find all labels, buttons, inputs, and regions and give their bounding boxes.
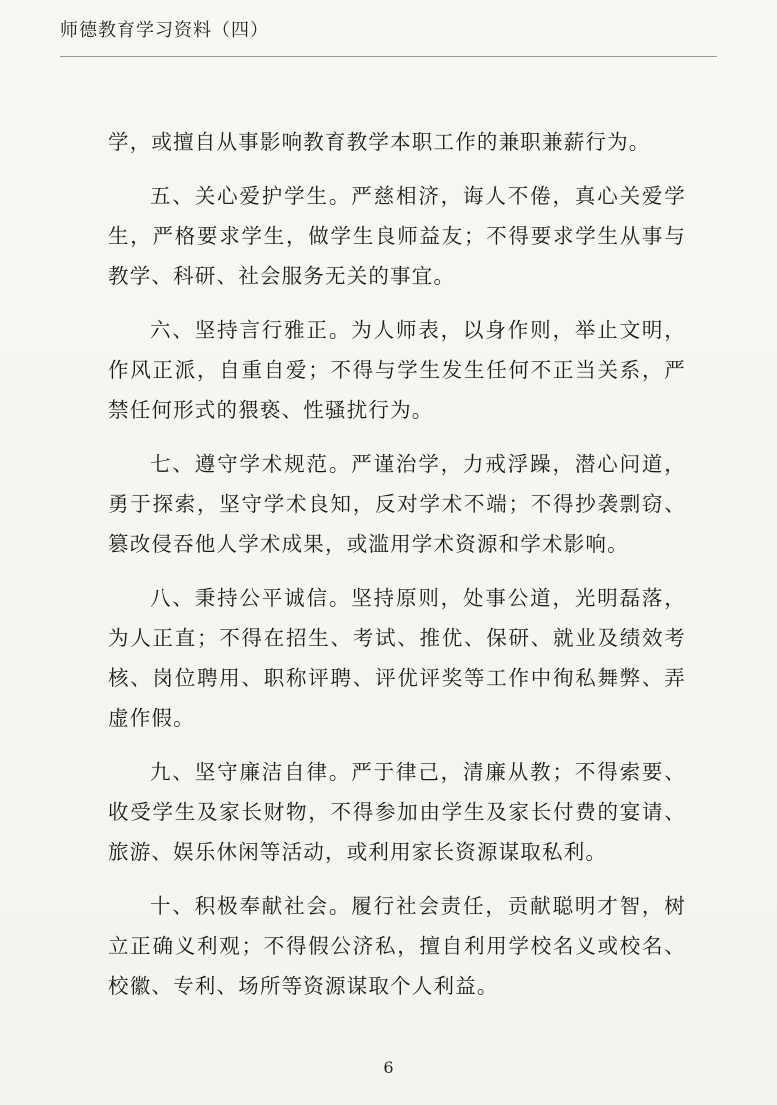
paragraph-item-5: 五、关心爱护学生。严慈相济，诲人不倦，真心关爱学生，严格要求学生，做学生良师益友；不得要求学生从事与教学、科研、社会服务无关的事宜。 [108, 184, 686, 288]
page-number: 6 [383, 1058, 394, 1077]
paragraph-item-6: 六、坚持言行雅正。为人师表，以身作则，举止文明，作风正派，自重自爱；不得与学生发生任何不正当关系，严禁任何形式的猥亵、性骚扰行为。 [108, 318, 686, 422]
paragraph-continuation: 学，或擅自从事影响教育教学本职工作的兼职兼薪行为。 [108, 130, 651, 154]
running-header: 师德教育学习资料（四） [60, 20, 269, 41]
paragraph-item-9: 九、坚守廉洁自律。严于律己，清廉从教；不得索要、收受学生及家长财物，不得参加由学生及家长付费的宴请、旅游、娱乐休闲等活动，或利用家长资源谋取私利。 [108, 760, 686, 864]
paragraph-item-7: 七、遵守学术规范。严谨治学，力戒浮躁，潜心问道，勇于探索，坚守学术良知，反对学术不端；不得抄袭剽窃、篡改侵吞他人学术成果，或滥用学术资源和学术影响。 [108, 452, 686, 556]
paragraph-item-8: 八、秉持公平诚信。坚持原则，处事公道，光明磊落，为人正直；不得在招生、考试、推优、保研、就业及绩效考核、岗位聘用、职称评聘、评优评奖等工作中徇私舞弊、弄虚作假。 [108, 586, 686, 730]
body-text [108, 122, 686, 1020]
paragraph-item-10: 十、积极奉献社会。履行社会责任，贡献聪明才智，树立正确义利观；不得假公济私，擅自利用学校名义或校名、校徽、专利、场所等资源谋取个人利益。 [108, 894, 686, 998]
header-rule [60, 56, 717, 57]
